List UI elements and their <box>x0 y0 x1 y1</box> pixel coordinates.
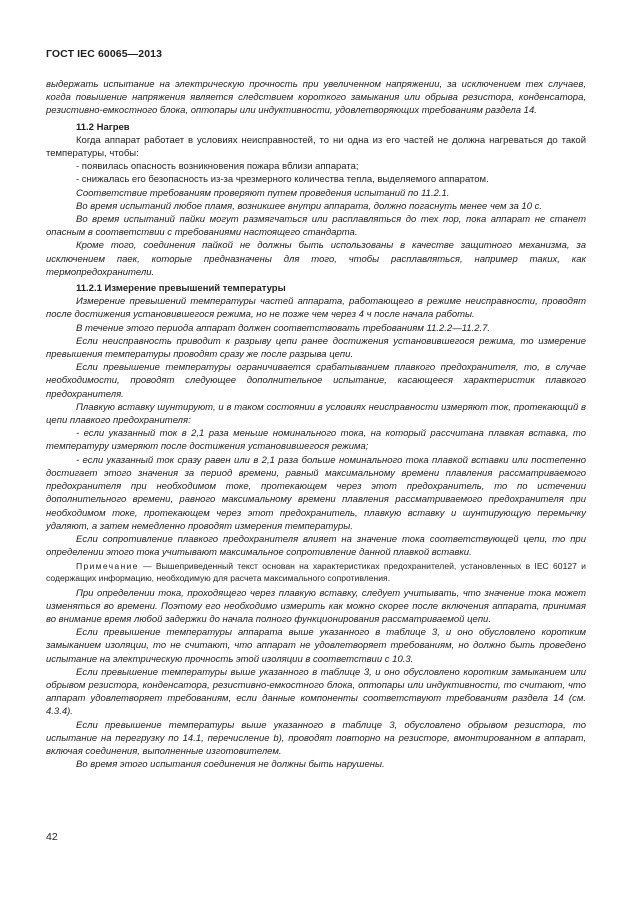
paragraph: Если сопротивление плавкого предохранителя влияет на значение тока соответствующей цепи, то при определении этого тока учитывают максимальное сопротивление данной плавкой вставки. <box>46 533 586 559</box>
paragraph: Если превышение температуры аппарата выше указанного в таблице 3, и оно обусловлено коротким замыканием изоляции, то не считают, что аппарат не удовлетворяет требованиям, но должно быть проведено испытание на электрическую прочность этой изоляции в соответствии с 10.3. <box>46 627 586 665</box>
paragraph: Плавкую вставку шунтируют, и в таком состоянии в условиях неисправности измеряют ток, протекающий в цепи плавкого предохранителя: <box>46 401 586 427</box>
section-heading: 11.2 Нагрев <box>76 121 130 133</box>
list-item: - появилась опасность возникновения пожара вблизи аппарата; <box>76 161 359 173</box>
list-item: - если указанный ток сразу равен или в 2,1 раза больше номинального тока плавкой вставки или постепенно достигает этого значения за период времени, равный максимальному времени плавления рассматриваемого предохранителя при необходимом токе, протекающем через этот предохранитель, то по истечении дополнительного времени, равного максимальному времени плавления рассматриваемого предохранителя при необходимом токе, протекающем через этот предохранитель, плавкую вставку и шунтирующую перемычку удаляют, а затем немедленно проводят измерения температуры. <box>46 454 586 532</box>
paragraph: При определении тока, проходящего через плавкую вставку, следует учитывать, что значение тока может изменяться во времени. Поэтому его необходимо измерить как можно скорее после включения аппарата, принимая во внимание время любой задержки до начала полного функционирования рассматриваемой цепи. <box>46 587 586 625</box>
paragraph: Если неисправность приводит к разрыву цепи ранее достижения установившегося режима, то измерение превышения температуры проводят сразу же после разрыва цепи. <box>46 335 586 361</box>
list-item: - снижалась его безопасность из-за чрезмерного количества тепла, выделяемого аппаратом. <box>76 174 489 186</box>
paragraph: Кроме того, соединения пайкой не должны быть использованы в качестве защитного механизма, за исключением паек, которые предназначены для того, чтобы расплавляться, например таких, как термопредохранители. <box>46 240 586 278</box>
paragraph: Когда аппарат работает в условиях неисправностей, то ни одна из его частей не должна нагреваться до такой температуры, чтобы: <box>46 134 586 160</box>
paragraph: Измерение превышений температуры частей аппарата, работающего в режиме неисправности, проводят после достижения установившегося режима, но не позже чем через 4 ч после начала работы. <box>46 296 586 321</box>
paragraph: Если превышение температуры выше указанного в таблице 3, и оно обусловлено коротким замыканием или обрывом резистора, конденсатора, резистивно-емкостного блока, оптопары или индуктивности, то считают, что аппарат удовлетворяет требованиям, если данные компоненты соответствуют требованиям раздела 14 (см. 4.3.4). <box>46 666 586 718</box>
paragraph: Соответствие требованиям проверяют путем проведения испытаний по 11.2.1. <box>76 187 450 199</box>
document-header: ГОСТ IEC 60065—2013 <box>46 48 163 60</box>
paragraph: Во время испытаний пайки могут размягчаться или расплавляться до тех пор, пока аппарат не станет опасным в соответствии с требованиями настоящего стандарта. <box>46 214 586 239</box>
paragraph: Во время испытаний любое пламя, возникшее внутри аппарата, должно погаснуть менее чем за 10 с. <box>76 200 543 212</box>
note-text: — Вышеприведенный текст основан на характеристиках предохранителей, установленных в IEC 60127 и содержащих информацию, необходимую для расчета максимального сопротивления. <box>46 561 586 583</box>
document-body <box>46 78 586 771</box>
section-heading: 11.2.1 Измерение превышений температуры <box>76 283 286 295</box>
paragraph: Если превышение температуры выше указанного в таблице 3, обусловлено обрывом резистора, то испытание на перегрузку по 14.1, перечисление b), проводят повторно на резисторе, вмонтированном в аппарат, включая соединения, выполненные изготовителем. <box>46 719 586 757</box>
paragraph: Во время этого испытания соединения не должны быть нарушены. <box>76 759 385 771</box>
list-item: - если указанный ток в 2,1 раза меньше номинального тока, на который рассчитана плавкая вставка, то температуру измеряют после достижения установившегося режима; <box>46 428 586 453</box>
note-label: Примечание <box>76 561 139 572</box>
note <box>46 561 586 584</box>
paragraph: выдержать испытание на электрическую прочность при увеличенном напряжении, за исключением тех случаев, когда повышение напряжения является следствием короткого замыкания или обрыва резистора, конденсатора, резистивно-емкостного блока, оптопары или индуктивности, удовлетворяющих требованиям раздела 14. <box>46 79 586 117</box>
paragraph: Если превышение температуры ограничивается срабатыванием плавкого предохранителя, то, в случае необходимости, проводят следующее дополнительное испытание, касающееся характеристик плавкого предохранителя. <box>46 362 586 400</box>
page-number: 42 <box>46 831 58 843</box>
paragraph: В течение этого периода аппарат должен соответствовать требованиям 11.2.2—11.2.7. <box>76 322 491 334</box>
